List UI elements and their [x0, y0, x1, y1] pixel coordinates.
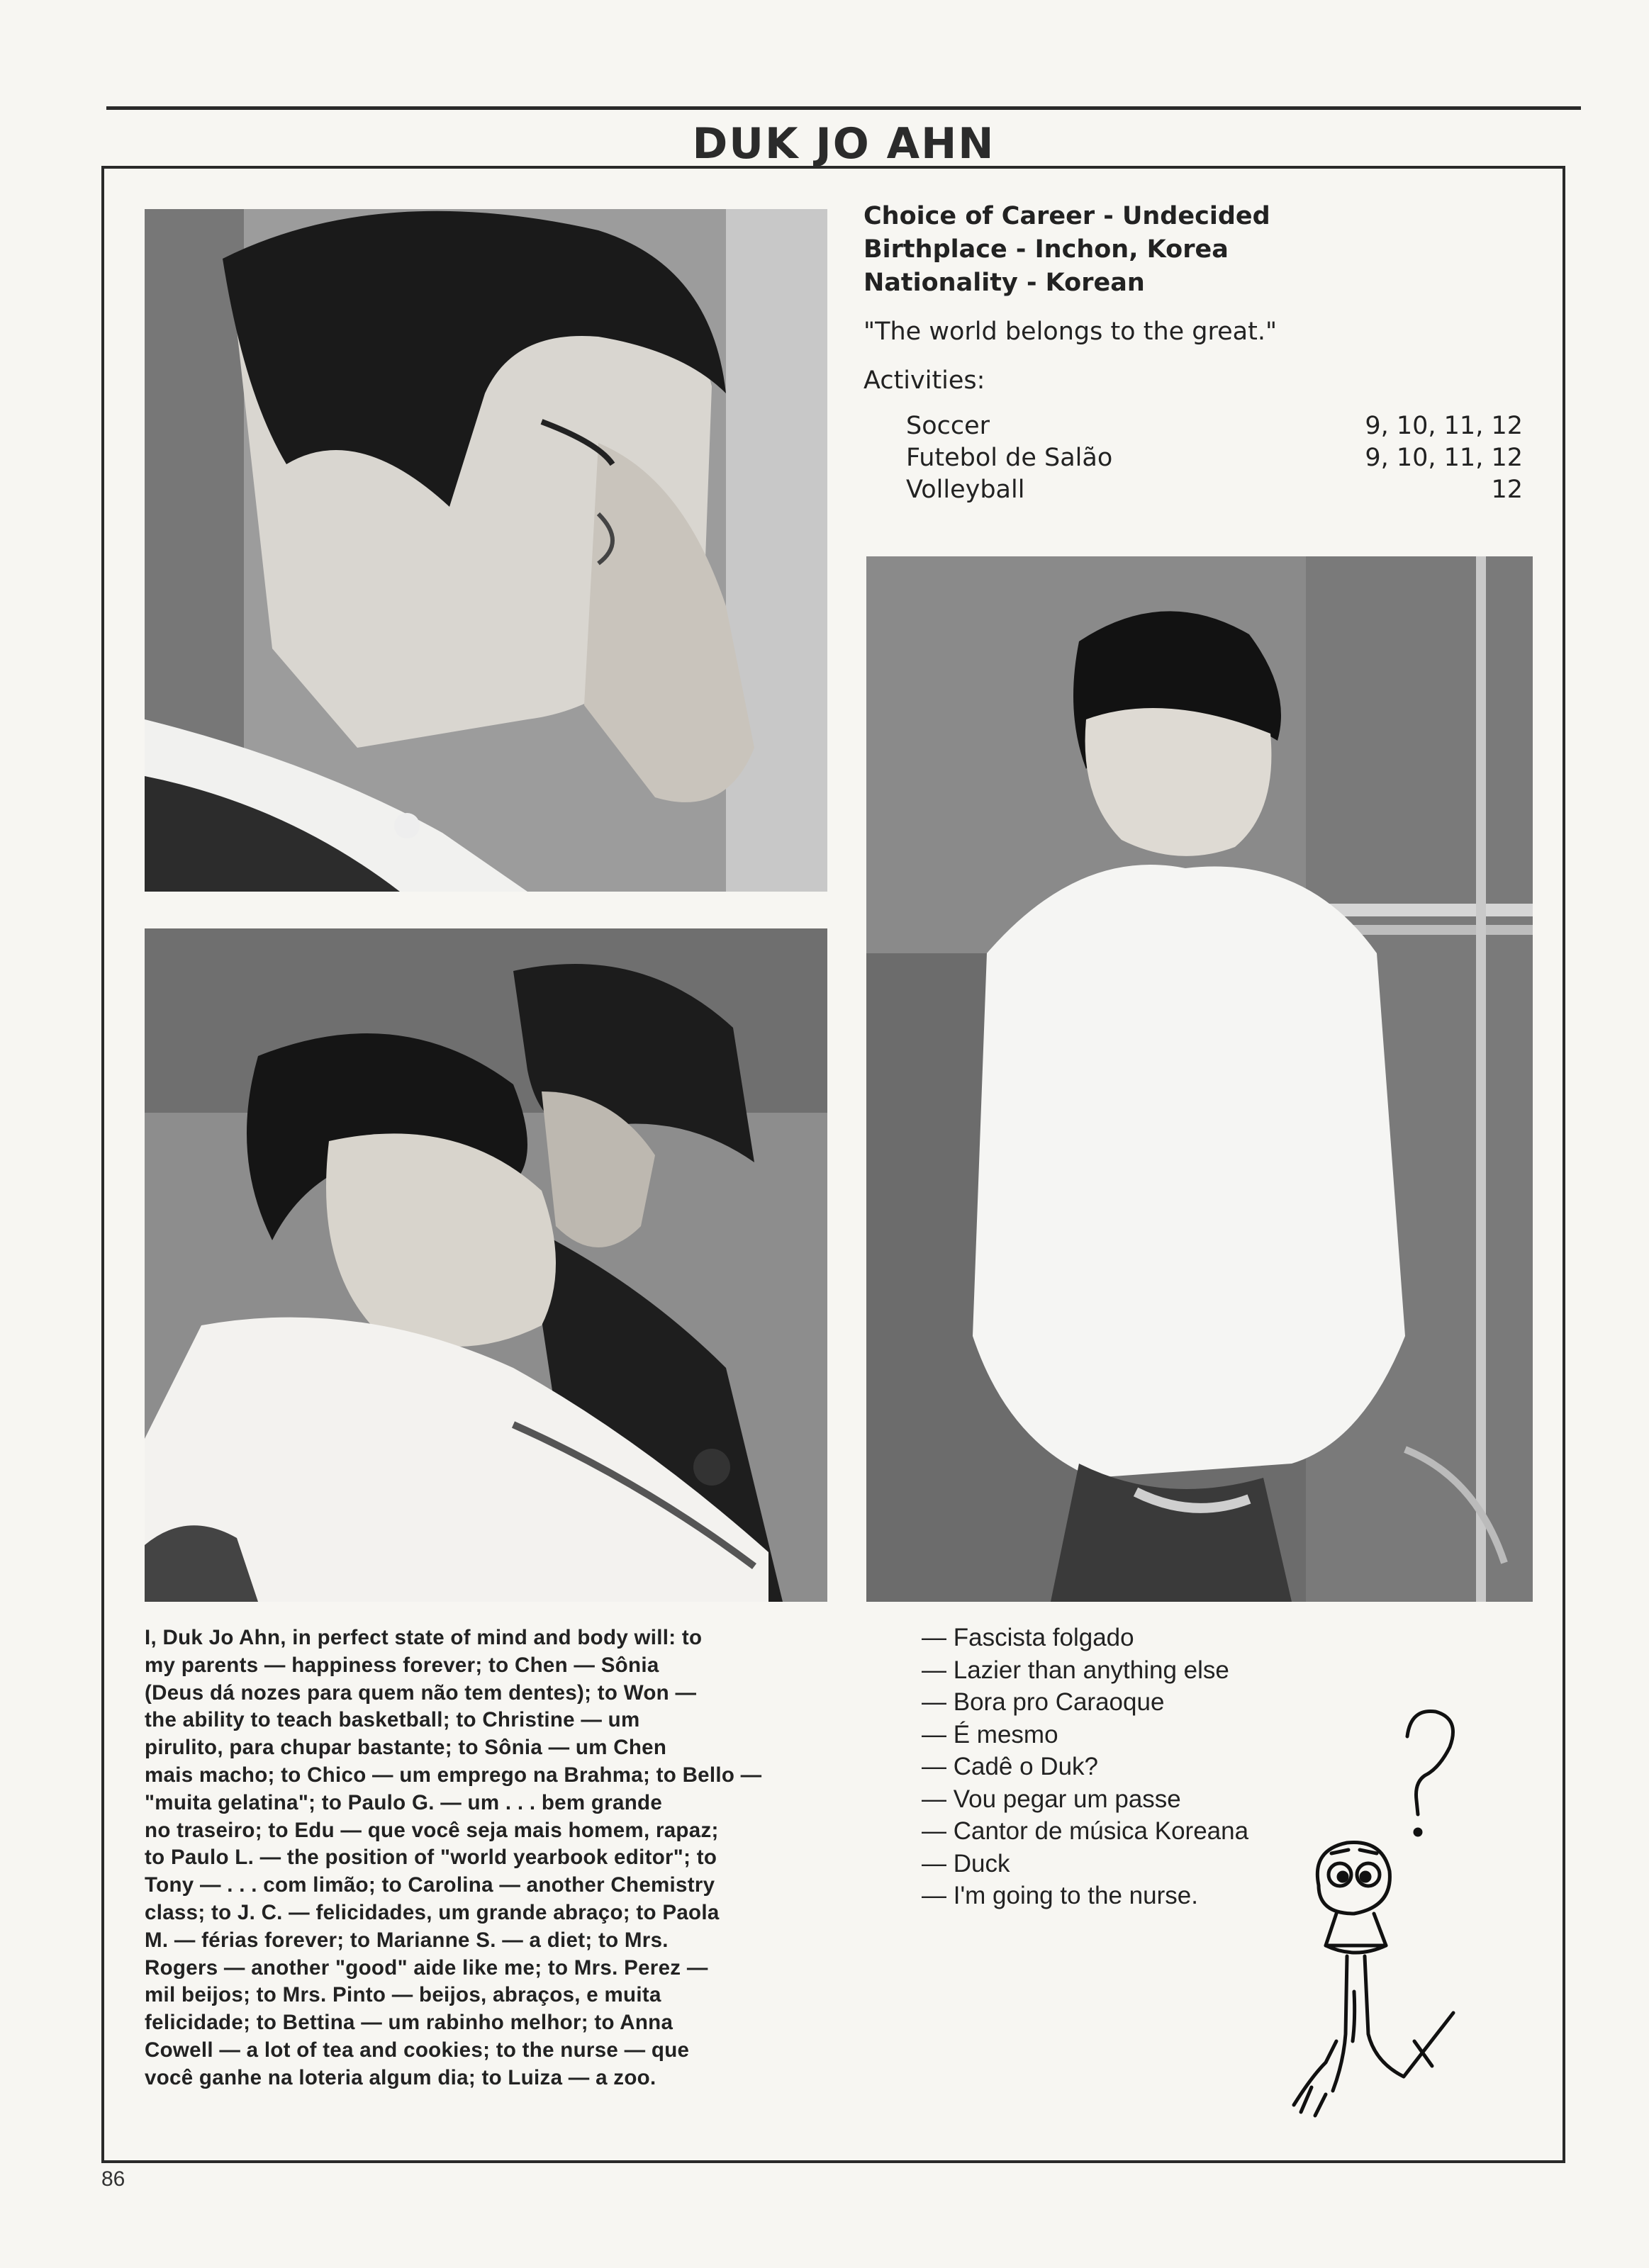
will-line: class; to J. C. — felicidades, um grande abraço; to Paola	[145, 1900, 720, 1924]
nickname-item: — Lazier than anything else	[922, 1656, 1229, 1684]
activity-name: Volleyball	[906, 476, 1025, 504]
page-number: 86	[101, 2167, 125, 2191]
student-name: DUK JO AHN	[692, 119, 995, 169]
profile-facts	[863, 200, 1523, 506]
will-line: Cowell — a lot of tea and cookies; to the nurse — que	[145, 2038, 690, 2062]
nickname-item: — Bora pro Caraoque	[922, 1688, 1165, 1716]
question-mark-bird-doodle-icon	[1269, 1708, 1468, 2119]
will-line: mil beijos; to Mrs. Pinto — beijos, abraços, e muita	[145, 1983, 661, 2007]
will-line: my parents — happiness forever; to Chen — Sônia	[145, 1653, 659, 1677]
will-line: M. — férias forever; to Marianne S. — a diet; to Mrs.	[145, 1928, 669, 1952]
will-line: mais macho; to Chico — um emprego na Brahma; to Bello —	[145, 1763, 762, 1787]
will-line: felicidade; to Bettina — um rabinho melhor; to Anna	[145, 2011, 673, 2035]
choice-of-career: Choice of Career - Undecided	[863, 202, 1270, 230]
motto-quote: "The world belongs to the great."	[863, 318, 1278, 346]
portrait-photo-profile	[145, 209, 827, 892]
nickname-item: — É mesmo	[922, 1720, 1058, 1748]
activity-years: 9, 10, 11, 12	[1365, 444, 1523, 472]
will-line: the ability to teach basketball; to Christine — um	[145, 1708, 640, 1732]
activity-name: Futebol de Salão	[906, 444, 1113, 472]
will-line: Tony — . . . com limão; to Carolina — another Chemistry	[145, 1873, 715, 1897]
last-will-text	[145, 1624, 868, 2092]
will-line: Rogers — another "good" aide like me; to Mrs. Perez —	[145, 1955, 708, 1980]
nickname-item: — Duck	[922, 1849, 1010, 1877]
activity-years: 9, 10, 11, 12	[1365, 412, 1523, 440]
activity-years: 12	[1491, 476, 1523, 504]
will-line: no traseiro; to Edu — que você seja mais homem, rapaz;	[145, 1818, 719, 1842]
nickname-item: — Vou pegar um passe	[922, 1785, 1181, 1813]
activities-list	[906, 410, 1523, 506]
will-line: pirulito, para chupar bastante; to Sônia — um Chen	[145, 1736, 667, 1760]
standing-portrait-photo	[866, 556, 1533, 1602]
nickname-item: — Cantor de música Koreana	[922, 1817, 1249, 1845]
will-line: (Deus dá nozes para quem não tem dentes); to Won —	[145, 1680, 697, 1705]
activity-row	[906, 442, 1523, 474]
activity-row	[906, 410, 1523, 442]
will-line: I, Duk Jo Ahn, in perfect state of mind and body will: to	[145, 1626, 703, 1649]
activities-heading: Activities:	[863, 366, 985, 395]
will-line: to Paulo L. — the position of "world yearbook editor"; to	[145, 1846, 717, 1870]
will-line: você ganhe na loteria algum dia; to Luiza — a zoo.	[145, 2065, 656, 2089]
group-photo-classroom	[145, 928, 827, 1602]
nickname-item: — Fascista folgado	[922, 1624, 1134, 1651]
nationality: Nationality - Korean	[863, 269, 1145, 297]
birthplace: Birthplace - Inchon, Korea	[863, 235, 1229, 264]
nickname-item: — I'm going to the nurse.	[922, 1882, 1198, 1909]
activity-name: Soccer	[906, 412, 990, 440]
will-line: "muita gelatina"; to Paulo G. — um . . . bem grande	[145, 1790, 663, 1814]
nickname-item: — Cadê o Duk?	[922, 1753, 1099, 1780]
top-rule	[106, 106, 1581, 110]
activity-row	[906, 474, 1523, 506]
